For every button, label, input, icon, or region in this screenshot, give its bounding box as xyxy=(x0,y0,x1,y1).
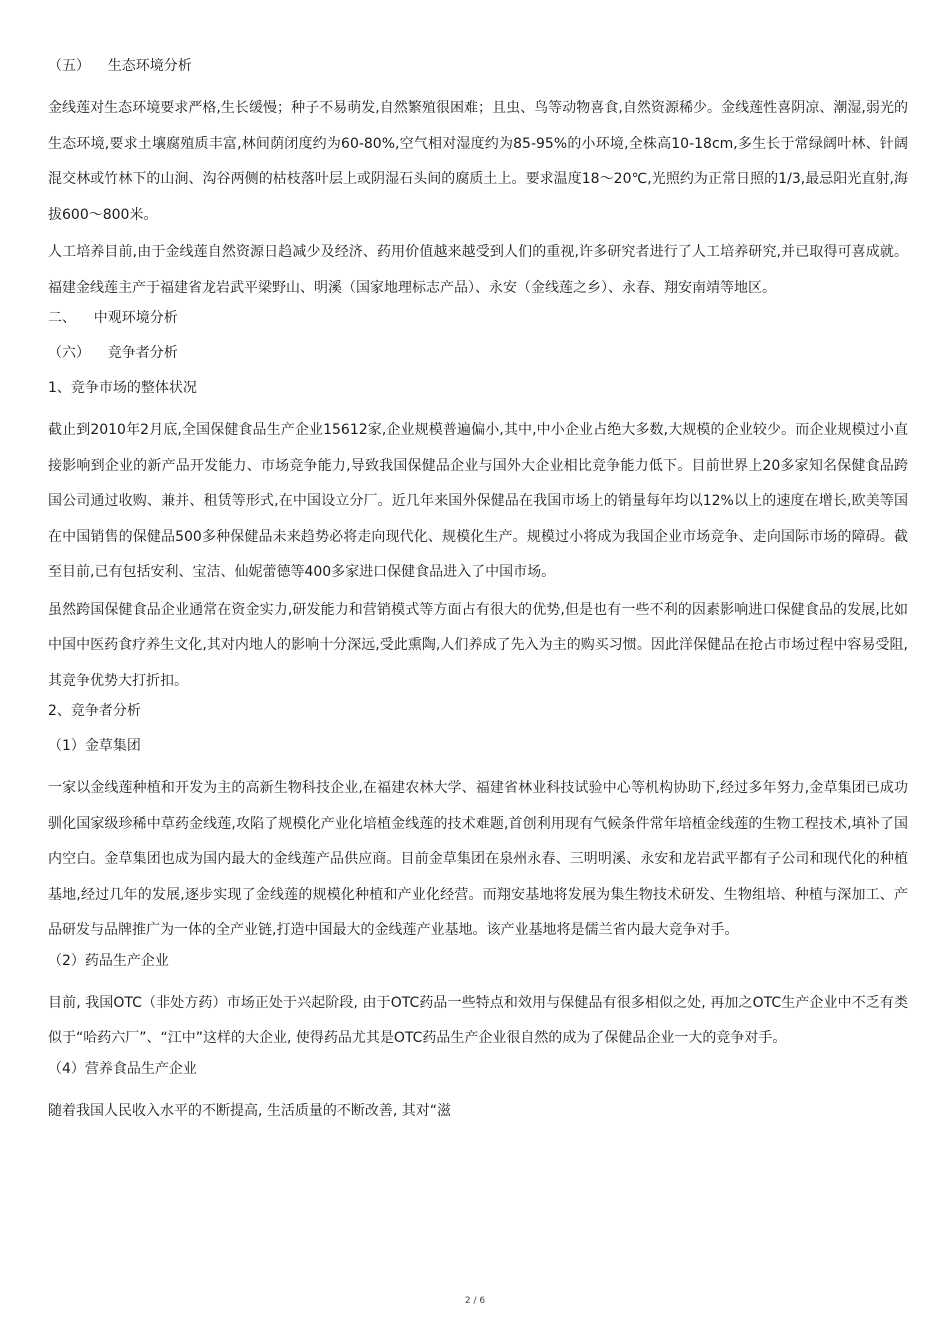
subheading-competitor-analysis: 2、竞争者分析 xyxy=(48,703,141,719)
paragraph-market-overview: 截止到2010年2月底,全国保健食品生产企业15612家,企业规模普遍偏小,其中,中小企业占绝大多数,大规模的企业较少。而企业规模过小直接影响到企业的新产品开发能力、市场竞争能力,导致我国保健品企业与国外大企业相比竞争能力低下。目前世界上20多家知名保健食品跨国公司通过收购、兼并、租赁等形式,在中国设立分厂。近几年来国外保健品在我国市场上的销量每年均以12%以上的速度在增长,欧美等国在中国销售的保健品500多种保健品未来趋势必将走向现代化、规模化生产。规模过小将成为我国企业市场竞争、走向国际市场的障碍。截至目前,已有包括安利、宝洁、仙妮蕾德等400多家进口保健食品进入了中国市场。 xyxy=(48,422,908,580)
page-number: 2 / 6 xyxy=(464,1296,486,1306)
subheading-market-overview: 1、竞争市场的整体状况 xyxy=(48,380,197,396)
subheading-pharma-companies: （2）药品生产企业 xyxy=(48,952,169,969)
subheading-jincao-group: （1）金草集团 xyxy=(48,738,141,754)
document-page xyxy=(48,56,908,1131)
paragraph-cultivation: 人工培养目前,由于金线莲自然资源日趋减少及经济、药用价值越来越受到人们的重视,许多研究者进行了人工培养研究,并已取得可喜成就。福建金线莲主产于福建省龙岩武平梁野山、明溪（国家地理标志产品）、永安（金线莲之乡）、永春、翔安南靖等地区。 xyxy=(48,244,908,296)
paragraph-jincao-group: 一家以金线莲种植和开发为主的高新生物科技企业,在福建农林大学、福建省林业科技试验中心等机构协助下,经过多年努力,金草集团已成功驯化国家级珍稀中草药金线莲,攻陷了规模化产业化培植金线莲的技术难题,首创利用现有气候条件常年培植金线莲的生物工程技术,填补了国内空白。金草集团也成为国内最大的金线莲产品供应商。目前金草集团在泉州永春、三明明溪、永安和龙岩武平都有子公司和现代化的种植基地,经过几年的发展,逐步实现了金线莲的规模化种植和产业化经营。而翔安基地将发展为集生物技术研发、生物组培、种植与深加工、产品研发与品牌推广为一体的全产业链,打造中国最大的金线莲产业基地。该产业基地将是儒兰省内最大竞争对手。 xyxy=(48,780,908,938)
section-heading-meso-environment: 二、 中观环境分析 xyxy=(48,310,178,326)
paragraph-pharma-companies: 目前, 我国OTC（非处方药）市场正处于兴起阶段, 由于OTC药品一些特点和效用与保健品有很多相似之处, 再加之OTC生产企业中不乏有类似于“哈药六厂”、“江中”这样的大企业, 使得药品尤其是OTC药品生产企业很自然的成为了保健品企业一大的竞争对手。 xyxy=(48,994,908,1046)
section-heading-ecology: （五） 生态环境分析 xyxy=(48,58,192,74)
section-heading-competitors: （六） 竞争者分析 xyxy=(48,345,178,361)
paragraph-nutrition-companies: 随着我国人民收入水平的不断提高, 生活质量的不断改善, 其对“滋 xyxy=(48,1102,452,1119)
paragraph-multinationals: 虽然跨国保健食品企业通常在资金实力,研发能力和营销模式等方面占有很大的优势,但是也有一些不利的因素影响进口保健食品的发展,比如中国中医药食疗养生文化,其对内地人的影响十分深远,受此熏陶,人们养成了先入为主的购买习惯。因此洋保健品在抢占市场过程中容易受阻,其竞争优势大打折扣。 xyxy=(48,601,908,689)
subheading-nutrition-companies: （4）营养食品生产企业 xyxy=(48,1060,197,1077)
paragraph-ecology: 金线莲对生态环境要求严格,生长缓慢；种子不易萌发,自然繁殖很困难；且虫、鸟等动物喜食,自然资源稀少。金线莲性喜阴凉、潮湿,弱光的生态环境,要求土壤腐殖质丰富,林间荫闭度约为60-80%,空气相对湿度约为85-95%的小环境,全株高10-18cm,多生长于常绿阔叶林、针阔混交林或竹林下的山涧、沟谷两侧的枯枝落叶层上或阴湿石头间的腐质土上。要求温度18～20℃,光照约为正常日照的1/3,最忌阳光直射,海拔600～800米。 xyxy=(48,100,908,223)
